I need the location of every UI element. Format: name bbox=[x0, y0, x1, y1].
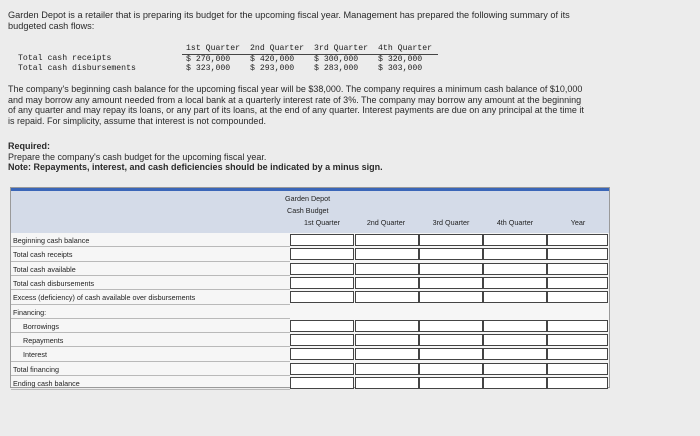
budget-row-label: Financing: bbox=[13, 307, 47, 317]
budget-input-cell[interactable] bbox=[419, 248, 483, 260]
cash-flow-value: $ 320,000 bbox=[378, 54, 423, 64]
budget-input-cell[interactable] bbox=[419, 377, 483, 389]
cash-budget-form bbox=[10, 187, 610, 388]
column-head-q3: 3rd Quarter bbox=[432, 218, 470, 227]
cash-flow-header-q1: 1st Quarter bbox=[182, 44, 246, 54]
budget-row-label: Borrowings bbox=[23, 321, 59, 331]
problem-paragraph: The company's beginning cash balance for the upcoming fiscal year will be $38,000. The company requires a minimum cash balance of $10,000 and may borrow any amount needed from a local bank at a quarterly interest rate of 3%. The company may borrow any amount at the beginning of any quarter and may repay its loans, or any part of its loans, at the end of any quarter. Interest payments are due on any principal at the time it is repaid. For simplicity, assume that interest is not compounded. bbox=[8, 84, 584, 126]
row-divider bbox=[11, 304, 290, 305]
row-divider bbox=[11, 261, 290, 262]
budget-input-cell[interactable] bbox=[355, 248, 419, 260]
budget-input-cell[interactable] bbox=[355, 377, 419, 389]
budget-input-cell[interactable] bbox=[547, 234, 608, 246]
column-head-q2: 2nd Quarter bbox=[366, 218, 406, 227]
budget-input-cell[interactable] bbox=[290, 334, 354, 346]
budget-input-cell[interactable] bbox=[547, 334, 608, 346]
budget-input-cell[interactable] bbox=[290, 263, 354, 275]
cash-flow-row bbox=[18, 64, 438, 74]
cash-flow-value: $ 293,000 bbox=[250, 64, 295, 73]
budget-input-cell[interactable] bbox=[355, 263, 419, 275]
cash-flow-value: $ 300,000 bbox=[314, 54, 359, 64]
cash-flow-value: $ 420,000 bbox=[250, 54, 295, 64]
budget-input-cell[interactable] bbox=[547, 291, 608, 303]
required-note: Note: Repayments, interest, and cash deficiencies should be indicated by a minus sign. bbox=[8, 162, 383, 173]
cash-flow-row-label: Total cash disbursements bbox=[18, 64, 136, 73]
budget-input-cell[interactable] bbox=[355, 334, 419, 346]
budget-input-cell[interactable] bbox=[290, 248, 354, 260]
budget-input-cell[interactable] bbox=[483, 363, 547, 375]
budget-row-label: Repayments bbox=[23, 336, 64, 346]
budget-input-cell[interactable] bbox=[483, 348, 547, 360]
budget-input-cell[interactable] bbox=[547, 363, 608, 375]
budget-input-cell[interactable] bbox=[419, 363, 483, 375]
budget-input-cell[interactable] bbox=[290, 377, 354, 389]
budget-input-cell[interactable] bbox=[419, 334, 483, 346]
budget-input-cell[interactable] bbox=[547, 348, 608, 360]
cash-flow-value: $ 303,000 bbox=[378, 64, 423, 73]
budget-input-cell[interactable] bbox=[290, 348, 354, 360]
budget-input-cell[interactable] bbox=[355, 234, 419, 246]
column-head-q1: 1st Quarter bbox=[304, 218, 340, 227]
budget-title: Cash Budget bbox=[287, 206, 329, 215]
budget-input-cell[interactable] bbox=[290, 320, 354, 332]
budget-input-cell[interactable] bbox=[419, 291, 483, 303]
cash-flow-value: $ 270,000 bbox=[186, 54, 231, 64]
cash-flow-summary-table bbox=[18, 44, 438, 74]
budget-row-label: Total cash disbursements bbox=[13, 278, 95, 288]
cash-flow-row bbox=[18, 54, 438, 64]
row-divider bbox=[11, 346, 290, 347]
row-divider bbox=[11, 375, 290, 376]
cash-budget-header bbox=[11, 188, 609, 233]
required-instruction: Prepare the company's cash budget for the upcoming fiscal year. bbox=[8, 151, 267, 162]
budget-input-cell[interactable] bbox=[483, 234, 547, 246]
budget-input-cell[interactable] bbox=[290, 291, 354, 303]
budget-input-cell[interactable] bbox=[483, 334, 547, 346]
budget-input-cell[interactable] bbox=[483, 291, 547, 303]
budget-input-cell[interactable] bbox=[547, 248, 608, 260]
column-head-year: Year bbox=[570, 218, 586, 227]
budget-row-label: Interest bbox=[23, 350, 47, 360]
row-divider bbox=[11, 361, 290, 362]
cash-flow-header-q3: 3rd Quarter bbox=[310, 44, 374, 54]
budget-row-label: Excess (deficiency) of cash available over disbursements bbox=[13, 293, 196, 303]
cash-flow-row-label: Total cash receipts bbox=[18, 54, 112, 64]
budget-row-label: Ending cash balance bbox=[13, 379, 80, 388]
budget-input-cell[interactable] bbox=[355, 277, 419, 289]
budget-input-cell[interactable] bbox=[483, 263, 547, 275]
budget-input-cell[interactable] bbox=[419, 348, 483, 360]
budget-input-cell[interactable] bbox=[483, 320, 547, 332]
budget-input-cell[interactable] bbox=[419, 277, 483, 289]
intro-text: Garden Depot is a retailer that is preparing its budget for the upcoming fiscal year. Management has prepared the following summary of its budgeted cash flows: bbox=[8, 10, 570, 31]
cash-flow-header-row bbox=[18, 44, 438, 54]
budget-input-cell[interactable] bbox=[290, 277, 354, 289]
cash-flow-value: $ 323,000 bbox=[186, 64, 231, 73]
row-divider bbox=[11, 289, 290, 290]
budget-input-cell[interactable] bbox=[483, 248, 547, 260]
budget-row-label: Total financing bbox=[13, 364, 59, 374]
cash-flow-header-q2: 2nd Quarter bbox=[246, 44, 310, 54]
cash-flow-header-q4: 4th Quarter bbox=[374, 44, 438, 54]
budget-input-cell[interactable] bbox=[290, 234, 354, 246]
column-head-q4: 4th Quarter bbox=[496, 218, 534, 227]
budget-input-cell[interactable] bbox=[483, 377, 547, 389]
budget-input-cell[interactable] bbox=[290, 363, 354, 375]
budget-input-cell[interactable] bbox=[483, 277, 547, 289]
budget-input-cell[interactable] bbox=[547, 277, 608, 289]
budget-input-cell[interactable] bbox=[355, 291, 419, 303]
row-divider bbox=[11, 246, 290, 247]
budget-input-cell[interactable] bbox=[547, 263, 608, 275]
row-divider bbox=[11, 389, 290, 390]
budget-row-label: Total cash receipts bbox=[13, 250, 73, 260]
budget-input-cell[interactable] bbox=[419, 320, 483, 332]
required-section bbox=[8, 141, 588, 173]
budget-input-cell[interactable] bbox=[419, 234, 483, 246]
budget-input-cell[interactable] bbox=[355, 320, 419, 332]
cash-flow-value: $ 283,000 bbox=[314, 64, 359, 73]
header-accent-bar bbox=[11, 188, 609, 191]
budget-input-cell[interactable] bbox=[547, 320, 608, 332]
required-heading: Required: bbox=[8, 141, 51, 151]
row-divider bbox=[11, 275, 290, 276]
budget-input-cell[interactable] bbox=[419, 263, 483, 275]
row-divider bbox=[11, 332, 290, 333]
row-divider bbox=[11, 318, 290, 319]
budget-input-cell[interactable] bbox=[355, 363, 419, 375]
budget-row-label: Beginning cash balance bbox=[13, 236, 90, 245]
budget-row-label: Total cash available bbox=[13, 264, 76, 274]
budget-input-cell[interactable] bbox=[547, 377, 608, 389]
budget-input-cell[interactable] bbox=[355, 348, 419, 360]
budget-company-name: Garden Depot bbox=[285, 194, 331, 203]
